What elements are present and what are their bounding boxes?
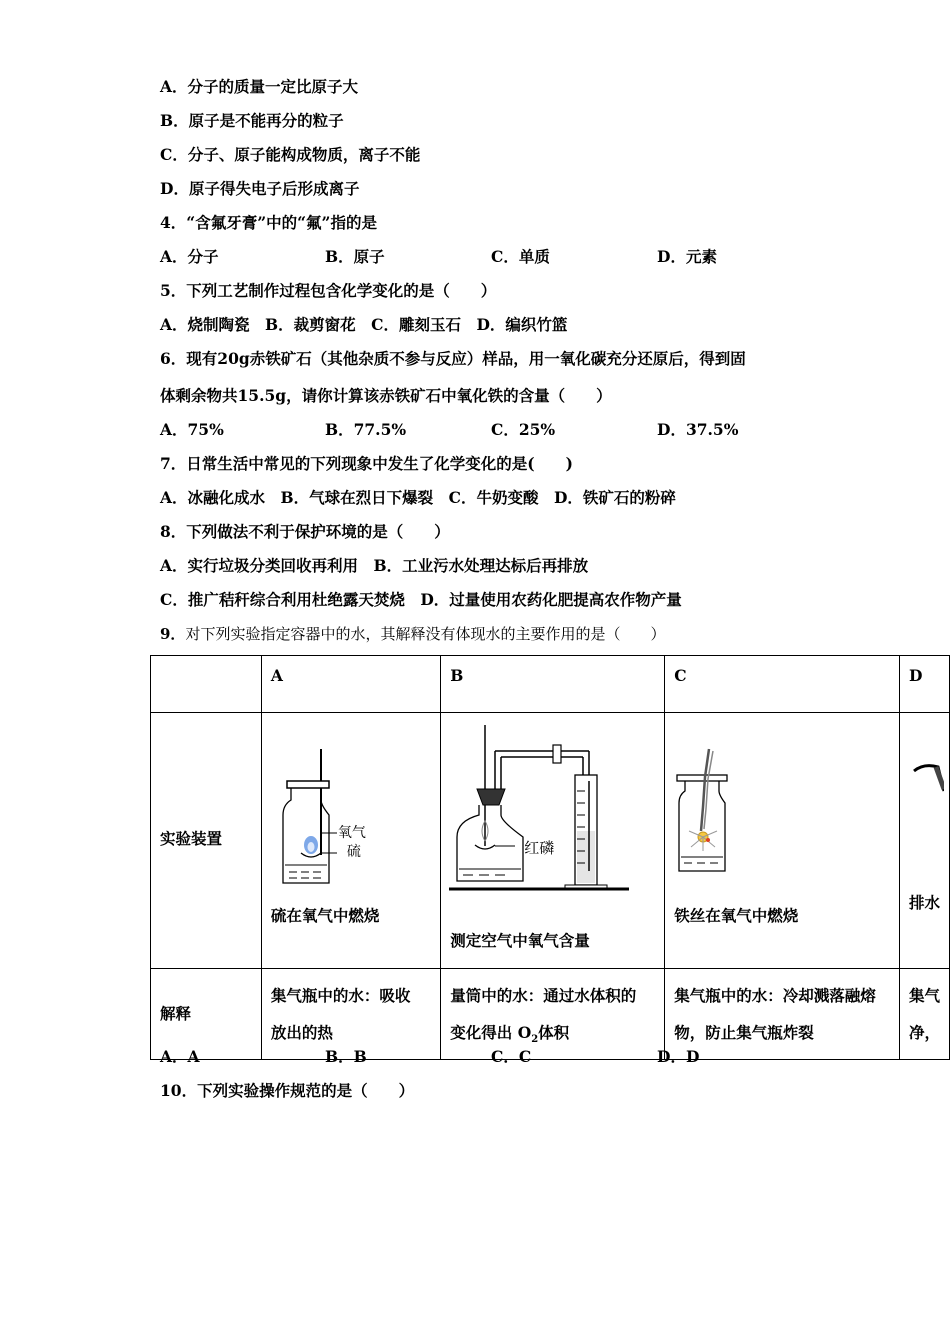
caption-d: 排水 [908, 893, 940, 912]
q6-stem-line2: 体剩余物共15.5g，请你计算该赤铁矿石中氧化铁的含量（ ） [160, 386, 612, 405]
gas-collection-diagram [912, 761, 944, 801]
q6-option-c: C．25% [491, 420, 556, 439]
explanation-d-line2: 净， [908, 1023, 940, 1042]
q9-option-d: D．D [657, 1047, 700, 1066]
q4-stem: 4．“含氟牙膏”中的“氟”指的是 [160, 213, 377, 232]
q4-option-a: A．分子 [160, 247, 219, 266]
q4-option-d: D．元素 [657, 247, 717, 266]
caption-b: 测定空气中氧气含量 [450, 931, 590, 950]
q3-option-d: D．原子得失电子后形成离子 [160, 179, 360, 198]
q9-option-a: A．A [160, 1047, 200, 1066]
q7-options: A．冰融化成水 B．气球在烈日下爆裂 C．牛奶变酸 D．铁矿石的粉碎 [160, 488, 676, 507]
oxygen-label: 氧气 [337, 825, 366, 841]
q6-option-d: D．37.5% [657, 420, 739, 439]
q5-options: A．烧制陶瓷 B．裁剪窗花 C．雕刻玉石 D．编织竹篮 [160, 315, 568, 334]
table-header-empty [151, 656, 262, 713]
q3-option-a: A．分子的质量一定比原子大 [160, 77, 359, 96]
explanation-b-line2 [450, 1014, 655, 1058]
q8-options-line2: C．推广秸秆综合利用杜绝露天焚烧 D．过量使用农药化肥提高农作物产量 [160, 590, 682, 609]
explanation-b-pre: 变化得出 O [450, 1023, 532, 1042]
explanation-b-line1: 量筒中的水：通过水体积的 [450, 986, 637, 1005]
explanation-c-line2: 物，防止集气瓶炸裂 [674, 1023, 814, 1042]
q6-option-a: A．75% [160, 420, 224, 439]
iron-wire-combustion-diagram [675, 747, 745, 877]
explanation-c-line1: 集气瓶中的水：冷却溅落融熔 [674, 986, 876, 1005]
q10-stem: 10．下列实验操作规范的是（ ） [160, 1081, 415, 1100]
q9-number: 9． [160, 625, 186, 643]
q6-option-b: B．77.5% [325, 420, 407, 439]
q5-stem: 5．下列工艺制作过程包含化学变化的是（ ） [160, 281, 497, 300]
explanation-cell-b [441, 969, 665, 1060]
explanation-a-line2: 放出的热 [270, 1023, 333, 1042]
q9-stem [160, 624, 665, 644]
explanation-a-line1: 集气瓶中的水：吸收 [270, 986, 411, 1005]
table-header-c: C [665, 656, 900, 713]
apparatus-cell-c [665, 713, 900, 969]
q4-option-b: B．原子 [325, 247, 385, 266]
explanation-label-cell [151, 969, 262, 1060]
caption-c: 铁丝在氧气中燃烧 [674, 906, 799, 925]
q9-option-c: C．C [491, 1047, 532, 1066]
q6-stem-line1: 6．现有20g赤铁矿石（其他杂质不参与反应）样品，用一氧化碳充分还原后，得到固 [160, 349, 746, 368]
explanation-d-line1: 集气 [908, 986, 940, 1005]
apparatus-label-cell [151, 713, 262, 969]
explanation-cell-a [261, 969, 440, 1060]
explanation-row [151, 969, 950, 1060]
explanation-b-post: 体积 [538, 1023, 570, 1042]
apparatus-row [151, 713, 950, 969]
q4-option-c: C．单质 [491, 247, 550, 266]
q9-option-b: B．B [325, 1047, 367, 1066]
q9-stem-text: 对下列实验指定容器中的水，其解释没有体现水的主要作用的是（ ） [185, 625, 666, 643]
table-header-b: B [441, 656, 665, 713]
caption-a: 硫在氧气中燃烧 [270, 906, 380, 925]
explanation-b-sub: 2 [531, 1034, 539, 1046]
q8-stem: 8．下列做法不利于保护环境的是（ ） [160, 522, 450, 541]
explanation-cell-d [899, 969, 949, 1060]
apparatus-cell-b [441, 713, 665, 969]
q7-stem: 7．日常生活中常见的下列现象中发生了化学变化的是( ) [160, 454, 573, 473]
apparatus-row-label: 实验装置 [160, 829, 223, 848]
q3-option-c: C．分子、原子能构成物质，离子不能 [160, 145, 421, 164]
apparatus-cell-d [899, 713, 949, 969]
table-header-d: D [899, 656, 949, 713]
explanation-cell-c [665, 969, 900, 1060]
q3-option-b: B．原子是不能再分的粒子 [160, 111, 344, 130]
table-header-row [151, 656, 950, 713]
q8-options-line1: A．实行垃圾分类回收再利用 B．工业污水处理达标后再排放 [160, 556, 589, 575]
oxygen-content-diagram [449, 721, 639, 896]
experiment-table [150, 655, 950, 1060]
sulfur-combustion-diagram [277, 743, 407, 888]
table-header-a: A [261, 656, 440, 713]
apparatus-cell-a [261, 713, 440, 969]
sulfur-label: 硫 [346, 844, 361, 860]
explanation-row-label: 解释 [160, 1004, 192, 1023]
red-phosphorus-label: 红磷 [524, 839, 555, 857]
